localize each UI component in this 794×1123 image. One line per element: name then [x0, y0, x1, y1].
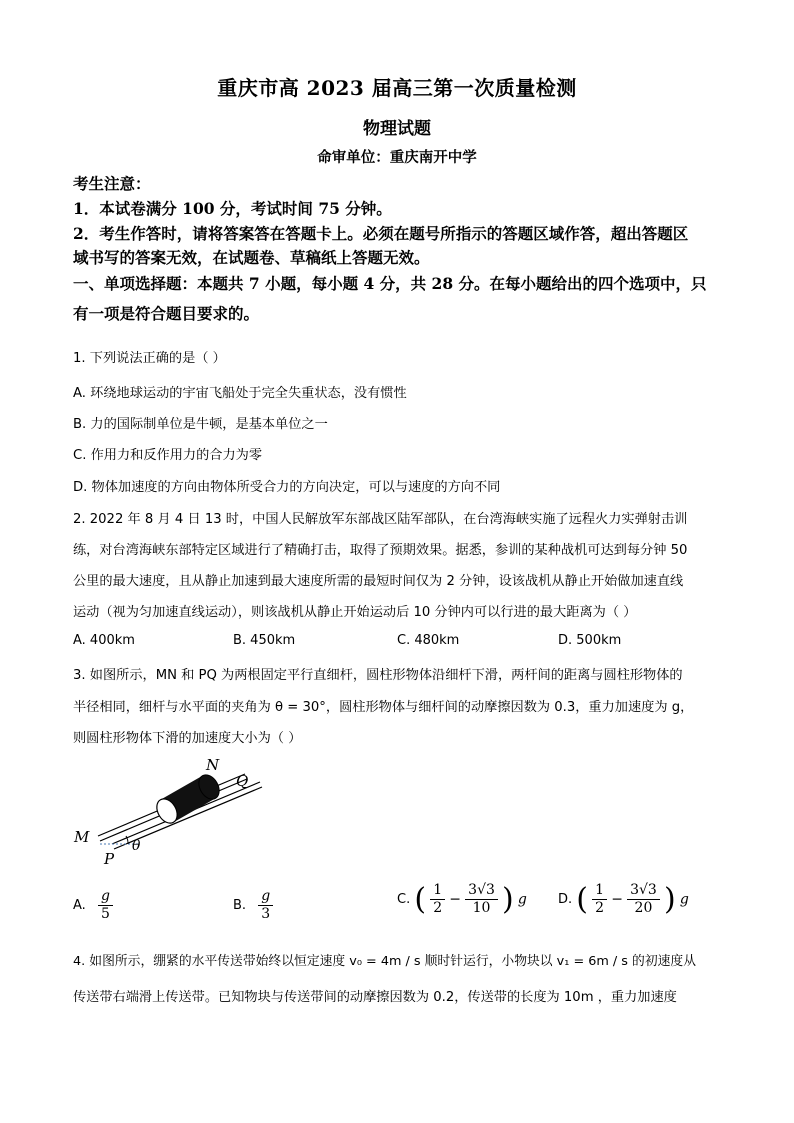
q2-option-a: A. 400km: [73, 633, 135, 648]
q4-line-2: 传送带右端滑上传送带。已知物块与传送带间的动摩擦因数为 0.2，传送带的长度为 10m ，重力加速度: [73, 990, 677, 1005]
q1-option-a: A. 环绕地球运动的宇宙飞船处于完全失重状态，没有惯性: [73, 386, 407, 401]
q2-option-d: D. 500km: [558, 633, 622, 648]
q1-stem: 1. 下列说法正确的是（ ）: [73, 351, 226, 366]
q1-option-b: B. 力的国际制单位是牛顿，是基本单位之一: [73, 417, 328, 432]
q3-b-fraction: $\frac{g}{3}$: [258, 888, 273, 923]
q2-line-3: 公里的最大速度，且从静止加速到最大速度所需的最短时间仅为 2 分钟，设该战机从静止开始做加速直线: [73, 574, 684, 589]
q2-line-2: 练，对台湾海峡东部特定区域进行了精确打击，取得了预期效果。据悉，参训的某种战机可达到每分钟 50: [73, 543, 688, 558]
q3-inclined-rods-diagram: [70, 752, 270, 872]
notice-item-2-line-1: 2．考生作答时，请将答案答在答题卡上。必须在题号所指示的答题区域作答，超出答题区: [73, 224, 689, 243]
label-p: P: [104, 850, 115, 868]
q3-option-a: A. $\frac{g}{5}$: [73, 888, 113, 923]
author-unit: 命审单位：重庆南开中学: [317, 149, 477, 166]
section-heading-line-2: 有一项是符合题目要求的。: [73, 304, 260, 323]
label-n: N: [206, 756, 220, 774]
notice-item-1: 1．本试卷满分 100 分，考试时间 75 分钟。: [73, 199, 392, 218]
q3-line-1: 3. 如图所示，MN 和 PQ 为两根固定平行直细杆，圆柱形物体沿细杆下滑，两杆间的距离与圆柱形物体的: [73, 668, 683, 683]
q4-line-1: 4. 如图所示，绷紧的水平传送带始终以恒定速度 v₀ = 4m / s 顺时针运行，小物块以 v₁ = 6m / s 的初速度从: [73, 954, 697, 969]
notice-item-2-line-2: 域书写的答案无效，在试题卷、草稿纸上答题无效。: [73, 248, 430, 267]
label-q: Q: [236, 772, 249, 790]
notice-heading: 考生注意：: [73, 174, 151, 193]
q2-option-c: C. 480km: [397, 633, 460, 648]
q2-line-1: 2. 2022 年 8 月 4 日 13 时，中国人民解放军东部战区陆军部队，在台湾海峡实施了远程火力实弹射击训: [73, 512, 688, 527]
subject-title: 物理试题: [363, 119, 431, 139]
q3-option-c: C. ( $\frac{1}{2}$ − $\frac{3√3}{10}$ ) g: [397, 882, 527, 917]
exam-title: 重庆市高 2023 届高三第一次质量检测: [217, 76, 577, 100]
q3-a-fraction: $\frac{g}{5}$: [98, 888, 113, 923]
q2-line-4: 运动（视为匀加速直线运动），则该战机从静止开始运动后 10 分钟内可以行进的最大距离为（ ）: [73, 605, 637, 620]
q3-line-3: 则圆柱形物体下滑的加速度大小为（ ）: [73, 731, 302, 746]
q1-option-c: C. 作用力和反作用力的合力为零: [73, 448, 263, 463]
q1-option-d: D. 物体加速度的方向由物体所受合力的方向决定，可以与速度的方向不同: [73, 480, 501, 495]
q3-line-2: 半径相同，细杆与水平面的夹角为 θ = 30°，圆柱形物体与细杆间的动摩擦因数为 0.3，重力加速度为 g，: [73, 700, 694, 715]
q3-option-b: B. $\frac{g}{3}$: [233, 888, 273, 923]
q3-option-d: D. ( $\frac{1}{2}$ − $\frac{3√3}{20}$ ) g: [558, 882, 689, 917]
label-theta: θ: [132, 838, 141, 854]
section-heading-line-1: 一、单项选择题：本题共 7 小题，每小题 4 分，共 28 分。在每小题给出的四个选项中，只: [73, 274, 707, 293]
q2-option-b: B. 450km: [233, 633, 296, 648]
label-m: M: [74, 828, 90, 846]
